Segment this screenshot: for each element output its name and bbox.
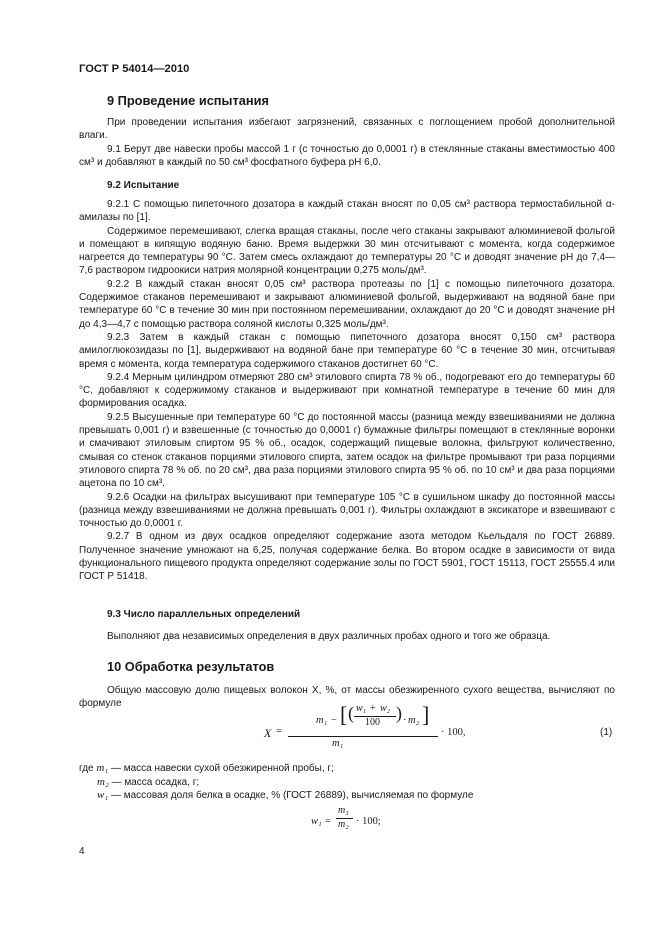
formula-1-tail: · 100, [441, 727, 466, 738]
formula-1-equals: = [276, 726, 282, 737]
formula-2-tail: · 100; [356, 816, 381, 827]
formula-1-minus: − [331, 715, 337, 726]
formula-1-denominator: m₁ [332, 738, 344, 749]
formula-1-lhs: X [264, 726, 272, 740]
definition-text-w1: — массовая доля белка в осадке, % (ГОСТ 26889), вычисляемая по формуле [110, 790, 474, 801]
formula-1-fraction-line [288, 736, 438, 737]
paragraph-10-intro: Общую массовую долю пищевых волокон X, %, от массы обезжиренного сухого вещества, вычисляют по формуле [79, 685, 615, 710]
formula-1-number: (1) [600, 727, 613, 738]
section-9-2-title: 9.2 Испытание [107, 180, 180, 191]
formula-2-denominator: m₂ [338, 819, 349, 830]
section-9-intro: При проведении испытания избегают загрязнений, связанных с поглощением пробой дополнительной влаги. [79, 117, 615, 142]
paragraph-9-1: 9.1 Берут две навески пробы массой 1 г (с точностью до 0,0001 г) в стеклянные стаканы вместимостью 400 см³ и добавляют в каждый по 50 см³ фосфатного буфера рН 6,0. [79, 143, 615, 168]
standard-header: ГОСТ Р 54014—2010 [79, 63, 190, 75]
section-10-title: 10 Обработка результатов [107, 659, 275, 674]
definition-symbol-m2: m₂ [97, 776, 109, 788]
formula-2-lhs: w₁ [311, 816, 322, 827]
formula-2 [311, 806, 411, 840]
definition-symbol-w1: w₁ [97, 789, 109, 801]
formula-2-equals: = [325, 816, 331, 827]
formula-1-m2: m₂ [408, 715, 420, 726]
formula-1 [262, 702, 622, 756]
section-9-title: 9 Проведение испытания [107, 93, 269, 108]
definition-text-m1: — масса навески сухой обезжиренной пробы, г; [110, 763, 334, 774]
paragraph-9-2-2: 9.2.2 В каждый стакан вносят 0,05 см³ раствора протеазы по [1] с помощью пипеточного дозатора. Содержимое стаканов перемешивают и закрывают алюминиевой фольгой, выдерживают на водяной бане при температуре 60 °С в течение 30 мин при постоянном перемешивании, охлаждают до 20 °С и доводят значение рН до 4,3—4,7 с помощью раствора соляной кислоты 0,325 моль/дм³. [79, 278, 615, 330]
section-9-3-title: 9.3 Число параллельных определений [107, 609, 301, 620]
definition-m2 [97, 776, 199, 790]
definition-text-m2: — масса осадка, г; [111, 777, 200, 788]
definition-symbol-m1: m₁ [96, 762, 109, 774]
formula-1-plus: + [370, 703, 376, 714]
formula-1-paren-open: ( [348, 703, 354, 723]
paragraph-9-2-1: 9.2.1 С помощью пипеточного дозатора в каждый стакан вносят по 0,05 см³ раствора термостабильной α-амилазы по [1]. [79, 199, 615, 224]
section-9-2-body [79, 198, 615, 584]
paragraph-9-2-3: 9.2.3 Затем в каждый стакан с помощью пипеточного дозатора вносят 0,150 см³ раствора амилоглюкозидазы по [1], выдерживают на водяной бане при температуре 60 °С в течение 30 мин, отсчитывая время с момента, когда температура содержимого стаканов достигнет 60 °С. [79, 331, 615, 370]
formula-1-hundred: 100 [365, 717, 380, 728]
paragraph-9-2-7: 9.2.7 В одном из двух осадков определяют содержание азота методом Кьельдаля по ГОСТ 26889. Полученное значение умножают на 6,25, получая содержание белка. Во втором осадке в зависимости от вида функционального пищевого продукта определяют содержание золы по ГОСТ 5901, ГОСТ 15113, ГОСТ 25555.4 или ГОСТ Р 51418. [79, 531, 615, 583]
formula-1-w2: w₂ [380, 703, 391, 714]
formula-1-bracket-open: [ [340, 702, 348, 727]
definition-w1 [97, 789, 473, 803]
paragraph-9-2-4: 9.2.4 Мерным цилиндром отмеряют 280 см³ этилового спирта 78 % об., подогревают его до температуры 60 °С, добавляют к содержимому стаканов и выдерживают при комнатной температуре в течение 60 мин для формирования осадка. [79, 371, 615, 410]
where-label: где [79, 763, 94, 774]
paragraph-9-2-6: 9.2.6 Осадки на фильтрах высушивают при температуре 105 °С в сушильном шкафу до постоянной массы (разница между взвешиваниями не должна превышать 0,001 г). Фильтры охлаждают в эксикаторе и взвешивают с точностью до 0,0001 г. [79, 491, 615, 530]
definition-where [79, 762, 334, 776]
section-9-3-body [79, 630, 615, 643]
formula-1-dot: · [403, 715, 407, 726]
formula-2-numerator: m₃ [338, 805, 349, 816]
formula-1-paren-close: ) [396, 703, 402, 723]
formula-1-m1: m₁ [316, 715, 328, 726]
paragraph-9-2-1-cont: Содержимое перемешивают, слегка вращая стаканы, после чего стаканы закрывают алюминиевой фольгой и помещают в кипящую водяную баню. Время выдержки 30 мин отсчитывают с момента, когда содержимое нагреется до температуры 90 °С. Затем смесь охлаждают до температуры 20 °С и доводят значение рН до 7,4—7,6 раствором гидроокиси натрия молярной концентрации 0,275 моль/дм³. [79, 225, 615, 277]
paragraph-9-2-5: 9.2.5 Высушенные при температуре 60 °С до постоянной массы (разница между взвешиваниями не должна превышать 0,001 г) и взвешенные (с точностью до 0,0001 г) бумажные фильтры помещают в стеклянные воронки и смачивают этиловым спиртом 95 % об., осадок, содержащий пищевые волокна, фильтруют количественно, смывая со стенок стаканов порциями этилового спирта, затем осадок на фильтре промывают три раза порциями этилового спирта 78 % об. по 20 см³, два раза порциями этилового спирта 95 % об. по 10 см³ и два раза порциями ацетона по 10 см³. [79, 411, 615, 490]
formula-1-w1: w₁ [356, 703, 367, 714]
paragraph-9-3: Выполняют два независимых определения в двух различных пробах одного и того же образца. [107, 631, 551, 642]
formula-1-bracket-close: ] [422, 702, 430, 727]
page-number: 4 [79, 846, 85, 857]
section-9-body [79, 116, 615, 169]
